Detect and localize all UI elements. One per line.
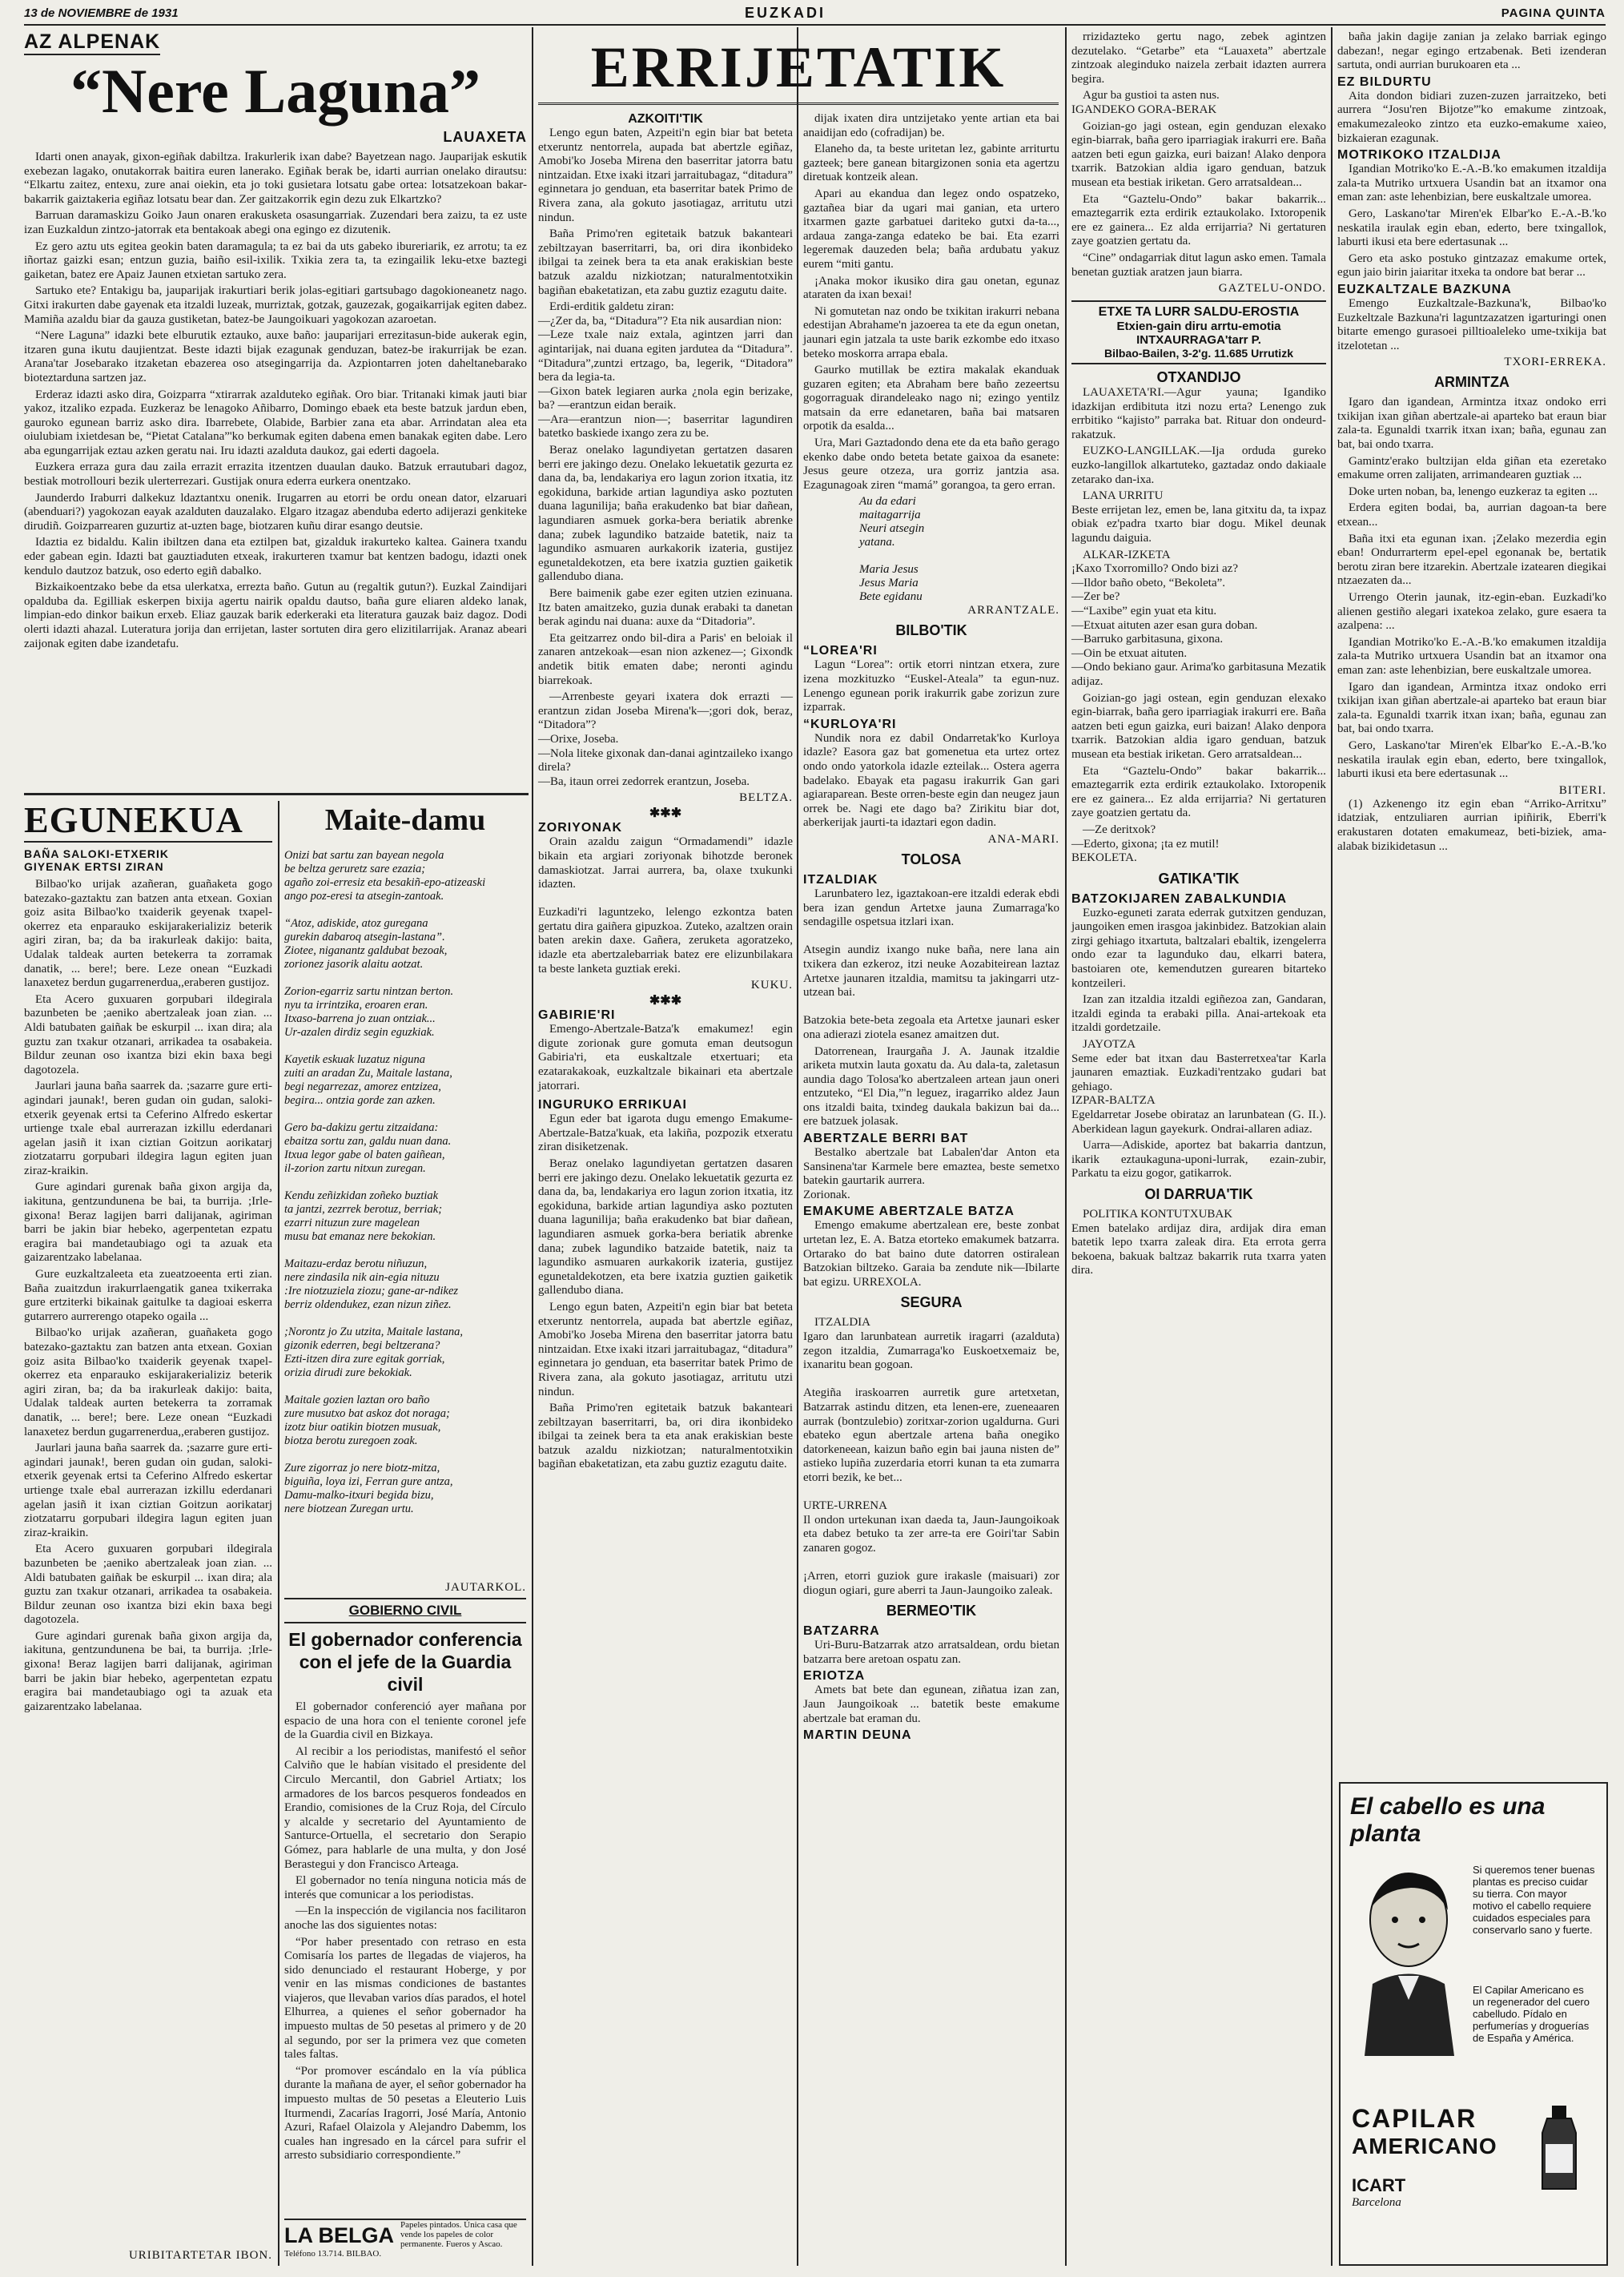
article-nere-laguna [24, 30, 527, 791]
section-heading: SEGURA [900, 1294, 963, 1311]
subheading: GIYENAK ERTSI ZIRAN [24, 860, 164, 873]
section-heading: BILBO'TIK [895, 622, 967, 639]
paragraph: Uarra—Adiskide, aportez bat bakarria dantzun, ikarik eztaukaguna-uponi-lurrak, ezain-zubir, Parkatu ta eizu gogor, gatikarrok. [1071, 1139, 1326, 1181]
ad-line: Etxien-gain diru arrtu-emotia [1116, 320, 1281, 334]
subheading: MOTRIKOKO ITZALDIJA [1337, 148, 1501, 163]
paragraph: Bilbao'ko urijak azañeran, guañaketa gogo batezako-gaztaktu zan batzen anta etxean. Goxian goiz asita Bilbao'ko txaiderik geyenak txapel-okerrez eta enparauko eskijarakerializiz beterik agiri ziran, ba; da ba irakurleak dakijo: baita, Udalak taldeak aurten betekerra ta zorramak danatik, ... bere!; bere. Leze onean “Euzkadi lanaxetez berdun gugarrenerdua,,eraberen gustijoz. [24, 878, 272, 990]
paragraph: Larunbatero lez, igaztakoan-ere itzaldi ederak ebdi bera izan gendun Artetxe jauna Zumarraga'ko sendagille ospetsua itzlari ixan. Atsegin aundiz ixango nuke baña, nere lana ain txikera dan ezkeroz, itzi neuke Aozabiteirean laztaz Artetxe jaunaren itzaldia, mamitsu ta jakingarri utz-utzean bai. Batzokia bete-beta zegoala eta Artetxe jaunari esker ona adierazi ziotela esanez amaitzen dut. [803, 887, 1059, 1041]
article-body [803, 112, 1059, 493]
paragraph: Baña Primo'ren egitetaik batzuk bakanteari zebiltzayan baserritarri, ba, ori dira ikonbideko ibilgai ta zeinek bera ta eta anak erakiskian beste batzuk azaldu nizkiotzan; naturalmentotxikin bagiñan ebaketatizan, eta zabu guztiz ezagutu daite. [538, 227, 793, 297]
ad-body: El Capilar Americano es un regenerador del cuero cabelludo. Pídalo en perfumerías y droguerías de España y América. [1473, 1984, 1590, 2044]
article-body [1337, 30, 1606, 73]
paragraph: Orain azaldu zaigun “Ormadamendi” idazle bikain eta argiari zoriyonak bihotzde beronek damaskiotzat. Jarrai aurrera, ba, olaxe txukunki idazten. Euzkadi'ri laguntzeko, lelengo ezkontza baten gertatu dira gaiñera gipuzkoa. Zuteko, azaltzen orain baten arekin daxe. Gañera, zeruketa agoratzeko, idazle eta abertzalebarriak batez ere elizunbilakara ta beste lanketa guztiak ereki. [538, 835, 793, 976]
paragraph: —Arrenbeste geyari ixatera dok errazti —erantzun zidan Joseba Mirena'k—;gori dok, beraz, “Ditadora”? —Orixe, Joseba. —Nola liteke gixonak dan-danai agintzaileko ixango direla? —Ba, itaun orrei zedorrek erantzun, Joseba. [538, 690, 793, 788]
signature: ANA-MARI. [987, 832, 1059, 846]
article-body [1337, 396, 1606, 781]
column-4 [803, 112, 1059, 2267]
paragraph: Jaunderdo Iraburri dalkekuz ldaztantxu onenik. Irugarren au etorri be ordu onean dator, elzaruari (abenduari?) yagokozan eayak azalduten dauzalako. Elgaro itzagaz abenduba ederto adijerazi genkiteke dirudiñ. Goizparrearen guzurtiz at-uzten bage, biotzaren kuñu dirar esango deutsie. [24, 491, 527, 533]
signature: BELTZA. [739, 791, 793, 805]
article-body [803, 1219, 1059, 1289]
paragraph: Bilbao'ko urijak azañeran, guañaketa gogo batezako-gaztaktu zan batzen anta etxean. Goxian goiz asita Bilbao'ko txaiderik geyenak txapel-okerrez eta enparauko eskijarakerializiz beterik agiri ziran, ba; da ba irakurleak dakijo: baita, Udalak taldeak aurten betekerra ta zorramak danatik, ... bere!; bere. Leze onean “Euzkadi lanaxetez berdun gugarrenerdua,,eraberen gustijoz. [24, 1326, 272, 1438]
article-body [538, 127, 793, 789]
paragraph: —Ze deritxok? —Ederto, gixona; ¡ta ez mutil! BEKOLETA. [1071, 823, 1220, 865]
article-body [538, 835, 793, 976]
article-body [1071, 1208, 1326, 1278]
paragraph: Idaztia ez bidaldu. Kalin ibiltzen dana eta eztilpen bat, gizalduk irakurteko kaltea. Gainera txandu eder gabean egin. Idazti bat gauztiaduten etxeak, irakurteren txamur bat kentzen badogu, idazti onek kendulo dautzoz batzuk, oso ederto egiñ dabalko. [24, 536, 527, 577]
paragraph: Jaurlari jauna baña saarrek da. ;sazarre gure erti-agindari jaunak!, beren gudan oin gudan, saloki-etxerik geyenak ertsi ta Ceferino Alfredo eskertar urtienge txale ebal aurrerazan izkillu ederdanari agelan jasiñ it ixan ciztian Goitzun aorikatarj ziotzatarru gorpubari ildegira lagun egiten juan ziraz-kraikin. [24, 1442, 272, 1539]
bottle-icon [1531, 2104, 1587, 2192]
paragraph: Ez gero aztu uts egitea geokin baten daramagula; ta ez bai da uts gabeko ibureriarik, ez arrotu; ta ez iñortaz gaizki esan; entzun guzia, baiño esil-ixilik. Txikia zera ta, ta ezingailik leku-etxe baztegi gaiketan, batez ere Apaiz Jaunen etxietan sartuko zera. [24, 239, 527, 281]
paragraph: Al recibir a los periodistas, manifestó el señor Calviño que le habían visitado el presidente del Circulo Mercantil, don Gabriel Artiatx; los armadores de los barcos pesqueros fondeados en Erandio, comisiones de la Cruz Roja, del Círculo y alcalde y secretario del Ayuntamiento de Santurce-Ortuella, el secretario don Serapio Gómez, para hablarle de una multa, y don José Berastegui y don Francisco Arteaga. [284, 1744, 526, 1871]
paragraph: Emengo Euzkaltzale-Bazkuna'k, Bilbao'ko Euzkeltzale Bazkuna'ri laguntzazatzen igarturingi onen bitarte emengo gurasoei pilltioaleleko ume-txikija bat itzelotetan ... [1337, 296, 1606, 352]
paragraph: “Nere Laguna” idazki bete elburutik eztauko, auxe baño: jauparijari errezitasun-bide aukerak egin, itzaren guna ikutu daujientzat. Beste idazti bijak ezagunak genduzan, batez-be irakurrijak be ezan. Arana'tar Josebarako itzaketan ebazerea oso atsegingarrija da. Azpiontarren joten daheltanebarako bioteztarduna sartzen jaz. [24, 329, 527, 384]
paragraph: Emengo emakume abertzalean ere, beste zonbat urtetan lez, E. A. Batza etorteko emakumek batzarra. Ortarako do bat baino dute datorren ostiralean Batzokian biltzeko. Garaia ba zendute nik—Ibilarte bat egizu. URREXOLA. [803, 1219, 1059, 1289]
errijetatik-title: ERRIJETATIK [538, 32, 1059, 105]
ad-city: Barcelona [1352, 2196, 1401, 2209]
paragraph: Gero, Laskano'tar Miren'ek Elbar'ko E.-A.-B.'ko neskatila iraulak egin eban, ederto, bere txingallok, laburti ikusi eta bere edertasunak ... [1337, 207, 1606, 249]
paragraph: Urrengo Oterin jaunak, itz-egin-eban. Euzkadi'ko alienen gestiño alegari ixatekoa zelako, gure esaera ta azalpena: ... [1337, 591, 1606, 633]
column-rule [278, 801, 279, 2266]
article-body [803, 732, 1059, 831]
paragraph: ALKAR-IZKETA ¡Kaxo Txorromillo? Ondo bizi az? —Ildor baño obeto, “Bekoleta”. —Zer be? —“Laxibe” egin yuat eta kitu. —Etxuat aituten azer esan gura doban. —Barruko garbitasuna, gixona. —Oin be etxuat aituten. —Ondo bekiano gaur. Arima'ko garbitasuna Mezatik adijaz. [1071, 548, 1326, 688]
paragraph: dijak ixaten dira untzijetako yente artian eta bai anaidijan edo (cofradijan) be. [803, 112, 1059, 139]
article-body [1071, 907, 1326, 1181]
subheading: BAÑA SALOKI-ETXERIK [24, 847, 170, 860]
paragraph: Gero eta asko postuko gintzazaz emakume ortek, egun jaio birin jaiaritar itxeka ta ondore bat berar ... [1337, 251, 1606, 280]
subheading: INGURUKO ERRIKUAI [538, 1098, 687, 1112]
column-3 [538, 112, 793, 2267]
article-body [1337, 163, 1606, 280]
paragraph: (1) Azkenengo itz egin eban “Arriko-Arritxu” idatziak, entzuliaren aurrian ipiñirik, Eberri'k erakustaren dotaten emakumeaz, beti-biziek, ama-alabak bizikidetasun ... [1337, 797, 1606, 853]
subheading: GABIRIE'RI [538, 1008, 616, 1023]
paragraph: Gaurko mutillak be eztira makalak ekanduak guzaren egiten; eta Abraham bere baño zezeertsu gogorraguak dirandeleako nago ni; ezingo yentilz matsain da erre edanetaren, baña bai matsaren orpotik da esalda... [803, 364, 1059, 433]
paragraph: Erderaz idazti asko dira, Goizparra “xtirarrak azalduteko egiñak. Oro biar. Tritanaki kimak jauti biar yakoz, itzaliko ezpada. Euzkeraz be lenagoko Añibarro, Domingo ebaek eta beste batzuk jardun eben, gauroko egunean barriz asko dira. Ibarrebete, Olabide, Barbier zana eta abar. Arrindatan alea eta oiulubiam ixietdesan be, “Pietat Catalana”'ko berkumak egiten dabena emen banakak egiten dabe. Lero aba egungarrijak eztau azken geratu nai. Iru idazti azalduta daukoz, gai ederti dagoela. [24, 388, 527, 457]
poem-maite-damu [284, 799, 526, 2265]
paragraph: Aita dondon bidiari zuzen-zuzen jarraitzeko, beti aurrera “Josu'ren Bijotze”'ko emakume zintzoak, emakumezaleoko zintzo eta euzko-emakume xaieo, bizkaieran ezagunak. [1337, 89, 1606, 145]
newspaper-name: EUZKADI [745, 5, 826, 21]
paragraph: “Por promover escándalo en la vía pública durante la mañana de ayer, el señor gobernador ha impuesto multas de 50 pesetas a Eleuterio Luis Iturmendi, Zacarías Iragorri, José María, Antonio Azuri, Rafael Olaizola y Alejandro Dabemm, los cuales han ingresado en la cárcel para sufrir el arresto subsidiario correspondiente.” [284, 2064, 526, 2162]
gobierno-civil-heading: GOBIERNO CIVIL [348, 1603, 462, 1618]
article-author: LAUAXETA [443, 129, 527, 145]
column-rule [797, 27, 798, 2266]
subheading: MARTIN DEUNA [803, 1728, 912, 1743]
paragraph: EUZKO-LANGILLAK.—Ija orduda gureko euzko-langillok alkartuteko, gaztadaz ondo dakiaale zetarako dan-ixa. [1071, 445, 1326, 486]
paragraph: El gobernador conferenció ayer mañana por espacio de una hora con el teniente coronel jefe de la Guardia civil en Bizkaya. [284, 1700, 526, 1742]
paragraph: ITZALDIA Igaro dan larunbatean aurretik iragarri (azalduta) zegon itzaldia, Zumarraga'ko Euskoetxemaiz be, ixanaritu bean gogoan. Ategiña iraskoarren aurretik gure artetxetan, Batzarrak astindu ditzen, eta lenen-ere, zueneaaren aurrak (bontzulebio) zoritxar-zorion ugaldurna. Guri ebateko egun abertzale artena baña onegiko datorkeneean, kaizun baño egin bai jauna nisten de” astieko lupiña zuzerdaria etorri kunan ta eta zumarra etorri bezik, ke bet... URTE-URRENA Il ondon urtekunan ixan daeda ta, Jaun-Jaungoikoak eta dabez betuko ta zer arre-ta ere Goiri'tar Sabin zanaren gogoz. ¡Arren, etorri guziok gure irakasle (maisuari) zor diogun ogiari, gure aberri ta Jaun-Jaungoiko zaleak. [803, 1316, 1059, 1597]
subheading: ABERTZALE BERRI BAT [803, 1132, 969, 1146]
column-5 [1071, 30, 1326, 2265]
article-body [24, 151, 527, 791]
paragraph: Emengo-Abertzale-Batza'k emakumez! egin digute zorionak gure gomuta eman deutsogun Gabiria'ri, eta euskaltzale etxertuari; eta ezatarakakoak, euzkaltzale bikainari eta abertzale jatorrari. [538, 1023, 793, 1092]
paragraph: Baña itxi eta egunan ixan. ¡Zelako mezerdia egin eban! Ondurrarterm epel-epel egonanak be, bertatik berotu ziran bere itzarekin. Abertzale izatearen diegikai ntzaezaten da... [1337, 532, 1606, 588]
paragraph: POLITIKA KONTUTXUBAK Emen batelako ardijaz dira, ardijak dira eman batetik lepo txarra zaleak dira. Eta errota gerra bekoena, bakuak baltzaz bakarrik ruta txarra yaten dira. [1071, 1207, 1326, 1277]
footnote [1337, 798, 1606, 854]
paragraph: Baña Primo'ren egitetaik batzuk bakanteari zebiltzayan baserritarri, ba, ori dira ikonbideko ibilgai ta zeinek bera ta eta anak erakiskian beste batzuk azaldu nizkiotzan; naturalmentotxikin bagiñan ebaketatizan, eta zabu guztiz ezagutu daite. [538, 1402, 793, 1471]
paragraph: Lengo egun baten, Azpeiti'n egin biar bat beteta etxeruntz nentorrela, aupada bat abertzle egiñaz, Amobi'ko Joseba Mirena den baserritar jatorra batu nintzaidan. Etxe ixaki itzari jarraitubagaz, “ditadura” eginnetara jo genduan, eta baserritar batek Primo de Rivera zana, ala gokuto jasotiagaz, arritutu utzi nindun. [538, 1300, 793, 1398]
signature: GAZTELU-ONDO. [1218, 282, 1326, 296]
article-body [803, 1316, 1059, 1598]
paragraph: Eta “Gaztelu-Ondo” bakar bakarrik... emaztegarrik ezta erdirik eztaukolako. Ixtoropenik ere ez gainera... Ez alda errijarria? Ni gertaturen zaye goatzien gertatu da. [1071, 764, 1326, 820]
paragraph: Barruan daramaskizu Goiko Jaun onaren erakusketa osasungarriak. Zuzendari bera zaizu, ta ez uste izan Euzkaldun zintzo-jatorrak eta bentakoak abegi ona egingo ez dizutenik. [24, 209, 527, 236]
paragraph: Elaneho da, ta beste uritetan lez, gabinte arriturtu gazteek; bere ganean bitargizonen sonia eta agertzu diretuak kontzeik alean. [803, 143, 1059, 184]
article-body [803, 1146, 1059, 1202]
paragraph: Erdera egiten bodai, ba, aurrian dagoan-ta bere etxean... [1337, 501, 1606, 529]
poem-verses: Onizi bat sartu zan bayean negola be beltza geruretz sare ezazia; agaño zoi-erresiz eta besakiñ-epo-atizeaski ango poz-eresi ta atsegin-zantoak. “Atoz, adiskide, atoz guregana gurekin dabaroq atsegin-lastana”. Ziotee, niganantz galdubat bezoak, zorionez jasorik alaitu aotzat. Zorion-egarriz sartu nintzan berton. nyu ta irrintzika, eroaren eran. Itxaso-barrena jo zuan ontziak... Ur-azalen dirdiz segin eguzkiak. Kayetik eskuak luzatuz niguna zuiti an aradan Zu, Maitale lastana, begi negarrezaz, amorez entzizea, begira... ontzia gorde zan azken. Gero ba-dakizu gertu zitzaidana: ebaitza sortu zan, galdu nuan dana. Itxua legor gabe ol baten gaiñean, il-zorion zartu nitxun zuregan. Kendu zeñizkidan zoñeko buztiak ta jantzi, zezrrek berotuz, berriak; ezarri nituzun zure magelean musu bat emanaz nere bekokian. Maitazu-erdaz berotu niñuzun, nere zindasila nik ain-egia nituzu :Ire niotzuziela ziozu; gane-ar-ndikez berriz oldendukez, ezan nizun ziñez. ;Norontz jo Zu utzita, Maitale lastana, gizonik ederren, begi beltzerana? Ezti-itzen dira zure egitak gorriak, orizia dirudi zure bekokiak. Maitale gozien laztan oro baño zure musutxo bat askoz dot noraga; izotz biur oatikin biotzen musuak, biotza berotu zuregoen zoak. Zure zigorraz jo nere biotz-mitza, biguiña, loya izi, Ferran gure antza, Damu-malko-itxuri begida bizu, nere biotzean Zuregan urtu. [284, 849, 486, 1515]
paragraph: Beraz onelako lagundiyetan gertatzen dasaren berri ere jakingo dezu. Onelako lekuetatik gezurta ez dana da, ba, lendakariya ero lagun zorion itxatia, itz egokiduna, barkide artian lagundiya asko poztuten duana lagunilija; baña erakudenko bat biar dañean, lagundiaren asmuek gorka-bera beriatik abrenke dana; zubek lagundiko batzaide batetik, naiz ta lagundiko asmuaren aurkakorik izateria, gustijez egunetaldekotzen, eta bere ixatzia guztien gaiketik gallendubo diana. [538, 444, 793, 584]
poem-author: JAUTARKOL. [445, 1581, 526, 1594]
ad-etxe-lurr [1071, 300, 1326, 364]
article-body [1337, 90, 1606, 146]
column-6 [1337, 30, 1606, 1772]
paragraph: Beraz onelako lagundiyetan gertatzen dasaren berri ere jakingo dezu. Onelako lekuetatik gezurta ez dana da, ba, lendakariya ero lagun zorion itxatia, itz egokiduna, barkide artian lagundiya asko poztuten duana lagunilija; baña erakudenko bat biar dañean, lagundiaren asmuek gorka-bera beriatik abrenke dana; zubek lagundiko batzaide batetik, naiz ta lagundiko asmuaren aurkakorik izateria, gustijez egunetaldekotzen, eta bere ixatzia guztien gaiketik gallendubo diana. [538, 1157, 793, 1297]
paragraph: Gamintz'erako bultzijan elda giñan eta ezeretako emakume orren zalijaten, arrimandearen guztiak ... [1337, 454, 1606, 482]
signature: URIBITARTETAR IBON. [128, 2249, 272, 2262]
ad-brand: LA BELGA [284, 2223, 394, 2247]
paragraph: Bizkaikoentzako bebe da etsa ulerkatxa, errezta baño. Gutun au (regaltik gutun?). Euzkal Zaindijari opalduba da. Egilliak eskerpen bixija agertu nairik opaldu dautso, baña gure eliaren aldeko lanak, limpian-edo dinkor baikun erxeb. Eliaz gauzak barik ederkeraki eta literatura gauzak baiz dagoz. Dodi olerti idazti ahazal. Luteratura jorija dan errijetan, laster sortuten dira gero elizitilarrijak. Aranaz abeari zaijonak egiten dabe izandetafu. [24, 581, 527, 650]
section-title: EGUNEKUA [24, 799, 272, 843]
ad-brand: AMERICANO [1352, 2134, 1497, 2158]
column-rule [532, 27, 533, 2266]
section-heading: OTXANDIJO [1156, 369, 1241, 386]
article-body [538, 1023, 793, 1093]
paragraph: Amets bat bete dan egunean, ziñatua izan zan, Jaun Jaungoikoak ... batetik beste emakume abertzale bat eraman du. [803, 1684, 1059, 1725]
paragraph: rrizidazteko gertu nago, zebek agintzen dezutelako. “Getarbe” eta “Lauaxeta” abertzale zintzoak aleginduko naizela zerbait idazten aurrera begira. [1071, 30, 1326, 86]
paragraph: Egun eder bat igarota dugu emengo Emakume-Abertzale-Batza'kuak, eta lakiña, pozpozik etxeratu ziran disiketzenak. [538, 1112, 793, 1154]
paragraph: Igandian Motriko'ko E.-A.-B.'ko emakumen itzaldija zala-ta Mutriko urtxuera Usandin bat an itxamor ona eman zan: aste lehenbizian, bere euskaltzale umorea. [1337, 635, 1606, 677]
section-rule [284, 1598, 526, 1599]
subheading: EUZKALTZALE BAZKUNA [1337, 282, 1512, 296]
paragraph: baña jakin dagije zanian ja zelako barriak egingo dabezan!, negar egingo ertzabenak. Beti izenderan sartuta, ondi aurrian burukoaren eta ... [1337, 30, 1606, 72]
paragraph: Gure euzkaltzaleeta eta zueatzoeenta erti zian. Baña zuaitzdun irakurrlaengatik ganea txikerraka gure ertziterki bikainak gaitulke ta dagioai eskerra gutarrero aurrerengo otapeko ogaila ... [24, 1268, 272, 1323]
paragraph: Bestalko abertzale bat Labalen'dar Anton eta Sansinena'tar Karmele bere emaztea, beste semetxo batekin gaurtarik aurrera. Zorionak. [803, 1146, 1059, 1201]
subheading: EMAKUME ABERTZALE BATZA [803, 1205, 1015, 1219]
article-title: “Nere Laguna” [70, 56, 481, 126]
paragraph: Ura, Mari Gaztadondo dena ete da eta baño gerago ekenko dabe ondo beteta betate gaixoa da esanete: Jesus geure otzeza, ura gorriz jantzia asa. Ezagunagoak ziren “mamá” gorangoa, ta gero erran. [803, 436, 1059, 492]
signature: TXORI-ERREKA. [1504, 356, 1606, 369]
section-heading: ARMINTZA [1434, 374, 1509, 391]
verse: Au da edari maitagarrija Neuri atsegin yatana. Maria Jesus Jesus Maria Bete egidanu [859, 495, 925, 604]
masthead-rule [24, 24, 1606, 26]
article-body [1071, 30, 1326, 280]
paragraph: Datorrenean, Iraurgaña J. A. Jaunak itzaldie ariketa mutxin lauta goxatu da. Au dala-ta, zaletasun aundia dago Tolosa'ko abertzaleen artean jaun oneri entzuteko, “El Dia,”'n leguez, iragarriko aldez Jaun ons itzaldi baita, txindeg daukala bakizun bai da... ere batzuek jolasak. [803, 1044, 1059, 1128]
ad-line: INTXAURRAGA'tarr P. [1136, 333, 1261, 348]
subheading: ZORIYONAK [538, 821, 622, 835]
paragraph: —En la inspección de vigilancia nos facilitaron anoche las dos siguientes notas: [284, 1905, 526, 1932]
paragraph: JAYOTZA Seme eder bat itxan dau Basterretxea'tar Karla jaunaren emaztiak. Euzkadi'rentzako gudari bat gehiago. IZPAR-BALTZA Egeldarretar Josebe obirataz an larunbatean (G. II.). Aberkidean lagun gayekurk. Ondrai-allaren adiaz. [1071, 1038, 1326, 1136]
paragraph: Gero, Laskano'tar Miren'ek Elbar'ko E.-A.-B.'ko neskatila iraulak egin eban, ederto, bere txingallok, laburti ikusi eta bere edertasunak ... [1337, 738, 1606, 781]
paragraph: Apari au ekandua dan legez ondo ospatzeko, gaztañea biar da ugari mai ganian, eta urtero itxarmen gazte garbatuei dariteko gutxi da-ta..., ardaua zanga-zanga edateko be bai. Eta ezarri legeremak dauzeden bela; baña ardubatu yakuz eurem “miti gantu. [803, 187, 1059, 271]
gobierno-body [284, 1700, 526, 2162]
paragraph: Idarti onen anayak, gixon-egiñak dabiltza. Irakurlerik ixan dabe? Bayetzean nago. Jauparijak eskutik exebezan lagako, onutakorrak baitira euren lanerako. Egiñak berak be, idarti aurrian onelako dirautsu: “Elkartu zaitez, entexu, zure anai oiekin, eta jo toki gusietara lotsatu gabe ortea: lotsatzekoan bakar-bakarrik gaiztakeria egiñaz lotsatu bear dan. Zer gaitzakorrik egin dezu zuk Elkartzko? [24, 151, 527, 206]
paragraph: Bere baimenik gabe ezer egiten utzien ezinuana. Itz baten amaitzeko, guzia dunak erabaki ta danetan berak agindu nai duana: auxe da “Ditadoria”. [538, 587, 793, 629]
issue-date: 13 de NOVIEMBRE de 1931 [24, 6, 179, 20]
ad-capilar-americano [1339, 1782, 1608, 2266]
paragraph: Gure agindari gurenak baña gixon argija da, iakituna, gentzundunena be bai, ta burrija. ;Irle-gixona! Beraz lagijen barri dalijanak, agiriman barri be jakin biar hebeko, agerpentetan ezpatu eragira bai mandetaubiago ogi ta azuak eta gaizarentzako labelanaa. [24, 1629, 272, 1713]
paragraph: Erdi-erditik galdetu ziran: —¿Zer da, ba, “Ditadura”? Eta nik ausardian nion: —Leze txale naiz extala, agintzen jarri dan agintarijak, nai duana egiten jardutea da “Ditadura”. “Ditadura”,zuntzi ertzago, ba, legerik, “Ditadora” bera da legia-ta. —Gixon batek legiaren aurka ¿nola egin berizake, ba? —erantzun eidan beraik. —Ara—erantzun nion—; baserritar lagundiren batetko baskiede ixango zera zu be. [538, 300, 793, 441]
subheading: “LOREA'RI [803, 644, 878, 658]
ad-text: Papeles pintados. Única casa que vende los papeles de color permanente. Fueros y Ascao. Teléfono 13.714. BILBAO. [284, 2220, 517, 2259]
subheading: BATZOKIJAREN ZABALKUNDIA [1071, 891, 1288, 906]
signature: ARRANTZALE. [967, 604, 1059, 618]
paragraph: Lagun “Lorea”: ortik etorri nintzan etxera, zure izena mozkituzko “Euskel-Ateala” ta egun-nuz. Lenengo egunean porik irakurrik gabe zorizun zure izparrak. [803, 658, 1059, 714]
paragraph: ¡Anaka mokor ikusiko dira gau onetan, egunaz ataraten da ixan bexai! [803, 274, 1059, 302]
paragraph: Lengo egun baten, Azpeiti'n egin biar bat beteta etxeruntz nentorrela, aupada bat abertzle egiñaz, Amobi'ko Joseba Mirena den baserritar jatorra batu nintzaidan. Etxe ixaki itzari jarraitubagaz, “ditadura” eginnetara jo genduan, eta baserritar batek Primo de Rivera zana, ala gokuto jasotiagaz, arritutu utzi nindun. [538, 127, 793, 224]
section-heading: BERMEO'TIK [886, 1603, 977, 1619]
article-body [1337, 297, 1606, 353]
paragraph: Jaurlari jauna baña saarrek da. ;sazarre gure erti-agindari jaunak!, beren gudan oin gudan, saloki-etxerik geyenak ertsi ta Ceferino Alfredo eskertar urtienge txale ebal aurrerazan izkillu ederdanari agelan jasiñ it ixan ciztian Goitzun aorikatarj ziotzatarru gorpubari ildegira lagun egiten juan ziraz-kraikin. [24, 1080, 272, 1177]
ad-line: ETXE TA LURR SALDU-EROSTIA [1098, 305, 1300, 320]
poem-title: Maite-damu [324, 803, 486, 837]
ad-la-belga [284, 2219, 526, 2267]
paragraph: Doke urten noban, ba, lenengo euzkeraz ta egiten ... [1349, 485, 1598, 498]
section-heading: AZKOITI'TIK [628, 112, 703, 126]
separator-stars-icon: ✱✱✱ [649, 994, 682, 1008]
paragraph: Euzkera erraza gura dau zaila errazit errazita itzentzen duaulan dauko. Batzuk errautubari dagoz, bestiak motrollouri bezik ulerterrezari. Gustijak onura ederra eurkera onentzako. [24, 461, 527, 489]
paragraph: Sartuko ete? Entakigu ba, jauparijak irakurtiari berik jolas-egitiari gartsubago dagokioneanetz nago. Gitxi irakurten dabe gayenak eta itzaldi luzeak, murriztak, gotzak, gauzezak, gogaikarrijak egiten dabez. Mamiña azaldu biar da gauza gustiketan, batez-be Jaungoikuari yagokozan azaroetan. [24, 284, 527, 326]
article-body [803, 887, 1059, 1129]
column-rule [1065, 27, 1067, 2266]
paragraph: Eta geitzarrez ondo bil-dira a Paris' en beloiak il zanaren antzekoak—esan nion azkenez—; Gixondk andetik bitik ematen dabe; neronti agindu biarrekoak. [538, 631, 793, 687]
paragraph: Izan zan itzaldia itzaldi egiñezoa zan, Gandaran, itzaldi eginda ta erabaki pilla. Anai-artekoak eta itzaldi gordetzaile. [1071, 993, 1326, 1035]
subheading: BATZARRA [803, 1624, 880, 1639]
portrait-illustration-icon [1349, 1864, 1469, 2056]
subheading: EZ BILDURTU [1337, 74, 1432, 89]
subheading: ITZALDIAK [803, 872, 878, 887]
ad-body: Si queremos tener buenas plantas es preciso cuidar su tierra. Con mayor motivo el cabello requiere cuidados especiales para conservarlo sano y fuerte. [1473, 1864, 1595, 1936]
paragraph: Eta Acero guxuaren gorpubari ildegirala bazunbeten be ;aeniko abertzaleak joan zian. ... Aldi batubaten gaiñak be eskurpil ... ixan dira; ala guztu zan txakur otzanari, arrikadea ta osabakeia. Bildur zeunan oso ixantza bizi ekin baxa begi dagotozela. [24, 992, 272, 1076]
masthead [24, 5, 1606, 22]
paragraph: Igaro dan igandean, Armintza itxaz ondoko erri txikijan ixan giñan abertzale-ai aparteko bat eraun biar zala-ta. Egunaldi txarrik itxan ixan; baña, egunau zan bat, bai ondo txarra. [1337, 396, 1606, 452]
section-heading: TOLOSA [901, 851, 962, 867]
paragraph: “Cine” ondagarriak ditut lagun asko emen. Tamala benetan guztiak aratzen jaun biarra. [1071, 251, 1326, 279]
paragraph: “Por haber presentado con retraso en esta Comisaría los partes de llegadas de viajeros, ha sido denunciado el restaurant Hoberge, y por venir en las mismas condiciones de bastantes viajeros, que llevaban varios días parados, el hotel Elhurrea, a quienes el señor gobernador ha impuesto multas de 50 pesetas al primero y de 20 al segundo, por ser la primera vez que cometen tales faltas. [284, 1935, 526, 2062]
section-rule [284, 1622, 526, 1623]
ad-maker: ICART [1352, 2175, 1406, 2195]
article-egunekua [24, 799, 272, 2265]
paragraph: Euzko-eguneti zarata ederrak gutxitzen genduzan, jaungoiken emen irasgoa jakinbidez. Batzokian alain zirgi gehiago itxartuta, baltzalari ebaltik, izengelerra ondo ezar ta lagunduko dau, elkarri batera, bastoiaren ote, kemendutzen gurearen bitarteko kontzeileri. [1071, 906, 1326, 990]
paragraph: Goizian-go jagi ostean, egin genduzan elexako egin-biarrak, baña gero iparriagiak irakurri ere. Baña aatzen beti egun gaizka, euri baizan! Alako denpora txarrik. Batzokian aldia igaro genduan, batzuk musean eta bestiak iriketan. Gero arratsaldean... [1071, 691, 1326, 761]
article-body [803, 1639, 1059, 1667]
paragraph: Agur ba gustioi ta asten nus. IGANDEKO GORA-BERAK [1071, 89, 1220, 116]
section-rule [24, 793, 529, 795]
subheading: “KURLOYA'RI [803, 717, 897, 731]
separator-stars-icon: ✱✱✱ [649, 807, 682, 821]
article-kicker: AZ ALPENAK [24, 30, 160, 55]
article-body [803, 658, 1059, 714]
paragraph: Gure agindari gurenak baña gixon argija da, iakituna, gentzundunena be bai, ta burrija. ;Irle-gixona! Beraz lagijen barri dalijanak, agiriman barri be jakin biar hebeko, agerpentetan ezpatu eragira bai mandetaubiago ogi ta azuak eta gaizarentzako labelanaa. [24, 1181, 272, 1265]
paragraph: Goizian-go jagi ostean, egin genduzan elexako egin-biarrak, baña gero iparriagiak irakurri ere. Baña aatzen beti egun gaizka, euri baizan! Alako denpora txarrik. Batzokian aldia igaro genduan, batzuk musean eta bestiak iriketan. Gero arratsaldean... [1071, 119, 1326, 189]
subheading: ERIOTZA [803, 1669, 866, 1684]
section-heading: OI DARRUA'TIK [1144, 1185, 1253, 1202]
paragraph: Igaro dan igandean, Armintza itxaz ondoko erri txikijan ixan giñan abertzale-ai aparteko bat eraun biar zala-ta. Egunaldi txarrik itxan ixan; baña, egunau zan bat, bai ondo txarra. [1337, 680, 1606, 736]
paragraph: Eta “Gaztelu-Ondo” bakar bakarrik... emaztegarrik ezta erdirik eztaukolako. Ixtoropenik ere ez gainera... Ez alda errijarria? Ni gertaturen zaye goatzien gertatu da. [1071, 192, 1326, 248]
signature: BITERI. [1558, 783, 1606, 797]
article-body [1071, 386, 1326, 866]
ad-brand: CAPILAR [1352, 2104, 1477, 2133]
paragraph: LANA URRITU Beste errijetan lez, emen be, lana gitxitu da, ta ixpaz obiak ez'padra txarto biar dogu. Mikel deunak lagundu daiguia. [1071, 489, 1326, 545]
article-body [538, 1112, 793, 1472]
page-number: PAGINA QUINTA [1501, 6, 1606, 20]
column-rule [1331, 27, 1333, 2266]
paragraph: Ni gomutetan naz ondo be txikitan irakurri nebana edestijan Abrahame'n jazoerea ta ete da egun onetan, jaunari egin jatzala ta uste barik ezkombe edo itxaso beteko moskorra arrapa ebala. [803, 304, 1059, 360]
paragraph: LAUAXETA'RI.—Agur yauna; Igandiko idazkijan erdibituta itzi nozu erta? Lenengo zuk errbitiko “kajisto” parraka bat. Rituar don ondeurd-rakatzuk. [1071, 386, 1326, 441]
ad-headline: El cabello es una planta [1350, 1793, 1546, 1847]
paragraph: El gobernador no tenía ninguna noticia más de interés que comunicar a los periodistas. [284, 1874, 526, 1901]
section-heading: GATIKA'TIK [1158, 870, 1240, 887]
signature: KUKU. [750, 979, 793, 992]
gobierno-title: El gobernador conferencia con el jefe de la Guardia civil [288, 1629, 522, 1695]
ad-line: Bilbao-Bailen, 3-2'g. 11.685 Urrutizk [1104, 347, 1293, 360]
article-body [803, 1684, 1059, 1726]
paragraph: Igandian Motriko'ko E.-A.-B.'ko emakumen itzaldija zala-ta Mutriko urtxuera Usandin bat an itxamor ona eman zan: aste lehenbizian, bere euskaltzale umorea. [1337, 163, 1606, 204]
ad-logo [1352, 2104, 1592, 2248]
paragraph: Nundik nora ez dabil Ondarretak'ko Kurloya idazle? Easora gaz bat gomenetua eta urtez ortez ondo ondo yatorkola idazle ezteilak... Ostera agerra badelako. Ebayak eta pagasu irakurrik Gan gari agiaraparean. Beste orren-beste egin dan neugez jaun orrek be. Nagi ete dago ba? Zirikitu biar dot, aberkerijak jaurti-ta idaztari egon dadin. [803, 731, 1059, 830]
article-body [24, 878, 272, 2191]
paragraph: Eta Acero guxuaren gorpubari ildegirala bazunbeten be ;aeniko abertzaleak joan zian. ... Aldi batubaten gaiñak be eskurpil ... ixan dira; ala guztu zan txakur otzanari, arrikadea ta osabakeia. Bildur zeunan oso ixantza bizi ekin baxa begi dagotozela. [24, 1543, 272, 1627]
paragraph: Uri-Buru-Batzarrak atzo arratsaldean, ordu bietan batzarra bere aretoan ospatu zan. [803, 1639, 1059, 1666]
